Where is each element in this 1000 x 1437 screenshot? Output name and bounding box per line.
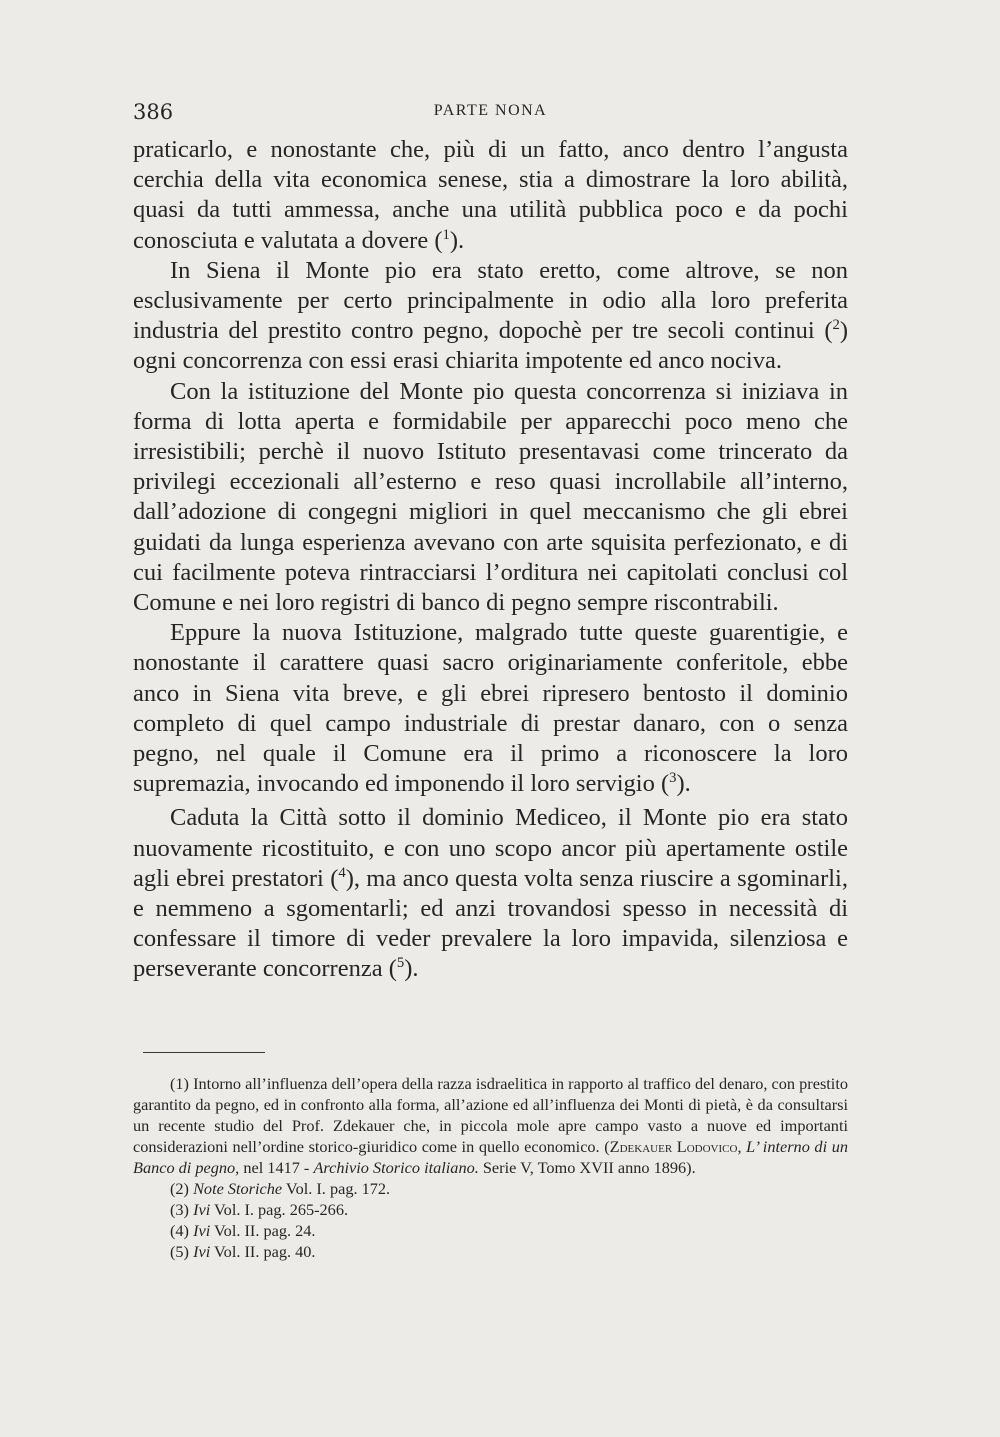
running-head bbox=[133, 100, 848, 126]
citation-title: L’ interno di un Banco di pegno, bbox=[133, 1137, 848, 1177]
paragraph-4: Eppure la nuova Istituzione, malgrado tutte queste guarentigie, e nonostante il carattere quasi sacro originariamente conferitole, ebbe anco in Siena vita breve, e gli ebrei ripresero bentosto il dominio completo di quel campo industriale di prestar danaro, con o senza pegno, nel quale il Comune era il primo a riconoscere la loro supremazia, invocando ed imponendo il loro servigio ($^3$). bbox=[133, 619, 848, 798]
footnote-1: (1) Intorno all’influenza dell’opera della razza isdraelitica in rapporto al traffico del denaro, con prestito garantito da pegno, ed in confronto alla forma, all’azione ed all’influenza dei Monti di pietà, è da consultarsi un recente studio del Prof. Zdekauer che, in piccola mole apre campo vasto a nuove ed importanti considerazioni nell’ordine storico-giuridico come in quello economico. (Zdekauer Lodovico, L’ interno di un Banco di pegno, nel 1417 - Archivio Storico italiano. Serie V, Tomo XVII anno 1896). bbox=[133, 1074, 848, 1177]
citation-journal: Archivio Storico italiano. bbox=[313, 1158, 479, 1177]
footnote-divider bbox=[143, 1052, 265, 1053]
footnote-marker: (1) bbox=[170, 1074, 189, 1093]
footnote-marker: (2) bbox=[170, 1179, 189, 1198]
footnote-4: (4) Ivi Vol. II. pag. 24. bbox=[170, 1221, 316, 1240]
paragraph-1: praticarlo, e nonostante che, più di un fatto, anco dentro l’angusta cerchia della vita economica senese, stia a dimostrare la loro abilità, quasi da tutti ammessa, anche una utilità pubblica poco e da pochi conosciuta e valutata a dovere ($^1$). bbox=[133, 136, 848, 254]
footnote-ref-1: 1 bbox=[442, 226, 450, 243]
citation-author: Zdekauer Lodovico, bbox=[609, 1137, 742, 1156]
footnote-ref-4: 4 bbox=[338, 864, 346, 881]
paragraph-2: In Siena il Monte pio era stato eretto, come altrove, se non esclusivamente per certo principalmente in odio alla loro preferita industria del prestito contro pegno, dopochè per tre secoli continui ($^2$) ogni concorrenza con essi erasi chiarita impotente ed anco nociva. bbox=[133, 256, 848, 375]
footnote-marker: (3) bbox=[170, 1200, 189, 1219]
footnote-5: (5) Ivi Vol. II. pag. 40. bbox=[170, 1242, 316, 1261]
main-text bbox=[133, 135, 848, 985]
footnote-ref-3: 3 bbox=[669, 770, 677, 787]
footnote-2: (2) Note Storiche Vol. I. pag. 172. bbox=[170, 1179, 391, 1198]
paragraph-3: Con la istituzione del Monte pio questa concorrenza si iniziava in forma di lotta aperta e formidabile per apparecchi poco meno che irresistibili; perchè il nuovo Istituto presentavasi come trincerato da privilegi eccezionali all’esterno e reso quasi incrollabile all’interno, dall’adozione di congegni migliori in quel meccanismo che gli ebrei guidati da lunga esperienza avevano con arte squisita perfezionato, e di cui facilmente poteva rintracciarsi l’orditura nei capitolati conclusi col Comune e nei loro registri di banco di pegno sempre riscontrabili. bbox=[133, 377, 848, 617]
footnote-marker: (4) bbox=[170, 1221, 189, 1240]
footnotes bbox=[133, 1073, 848, 1262]
chapter-title: PARTE NONA bbox=[433, 102, 548, 119]
footnote-3: (3) Ivi Vol. I. pag. 265-266. bbox=[170, 1200, 349, 1219]
footnote-ref-5: 5 bbox=[396, 955, 405, 972]
page-number: 386 bbox=[133, 100, 174, 124]
footnote-marker: (5) bbox=[170, 1242, 189, 1261]
footnote-ref-2: 2 bbox=[832, 317, 840, 334]
paragraph-5: Caduta la Città sotto il dominio Mediceo, il Monte pio era stato nuovamente ricostituito, e con uno scopo ancor più apertamente ostile agli ebrei prestatori ($^4$), ma anco questa volta senza riuscire a sgominarli, e nemmeno a sgomentarli; ed anzi trovandosi spesso in necessità di confessare il timore di veder prevalere la loro impavida, silenziosa e perseverante concorrenza ($^5$). bbox=[133, 804, 848, 983]
